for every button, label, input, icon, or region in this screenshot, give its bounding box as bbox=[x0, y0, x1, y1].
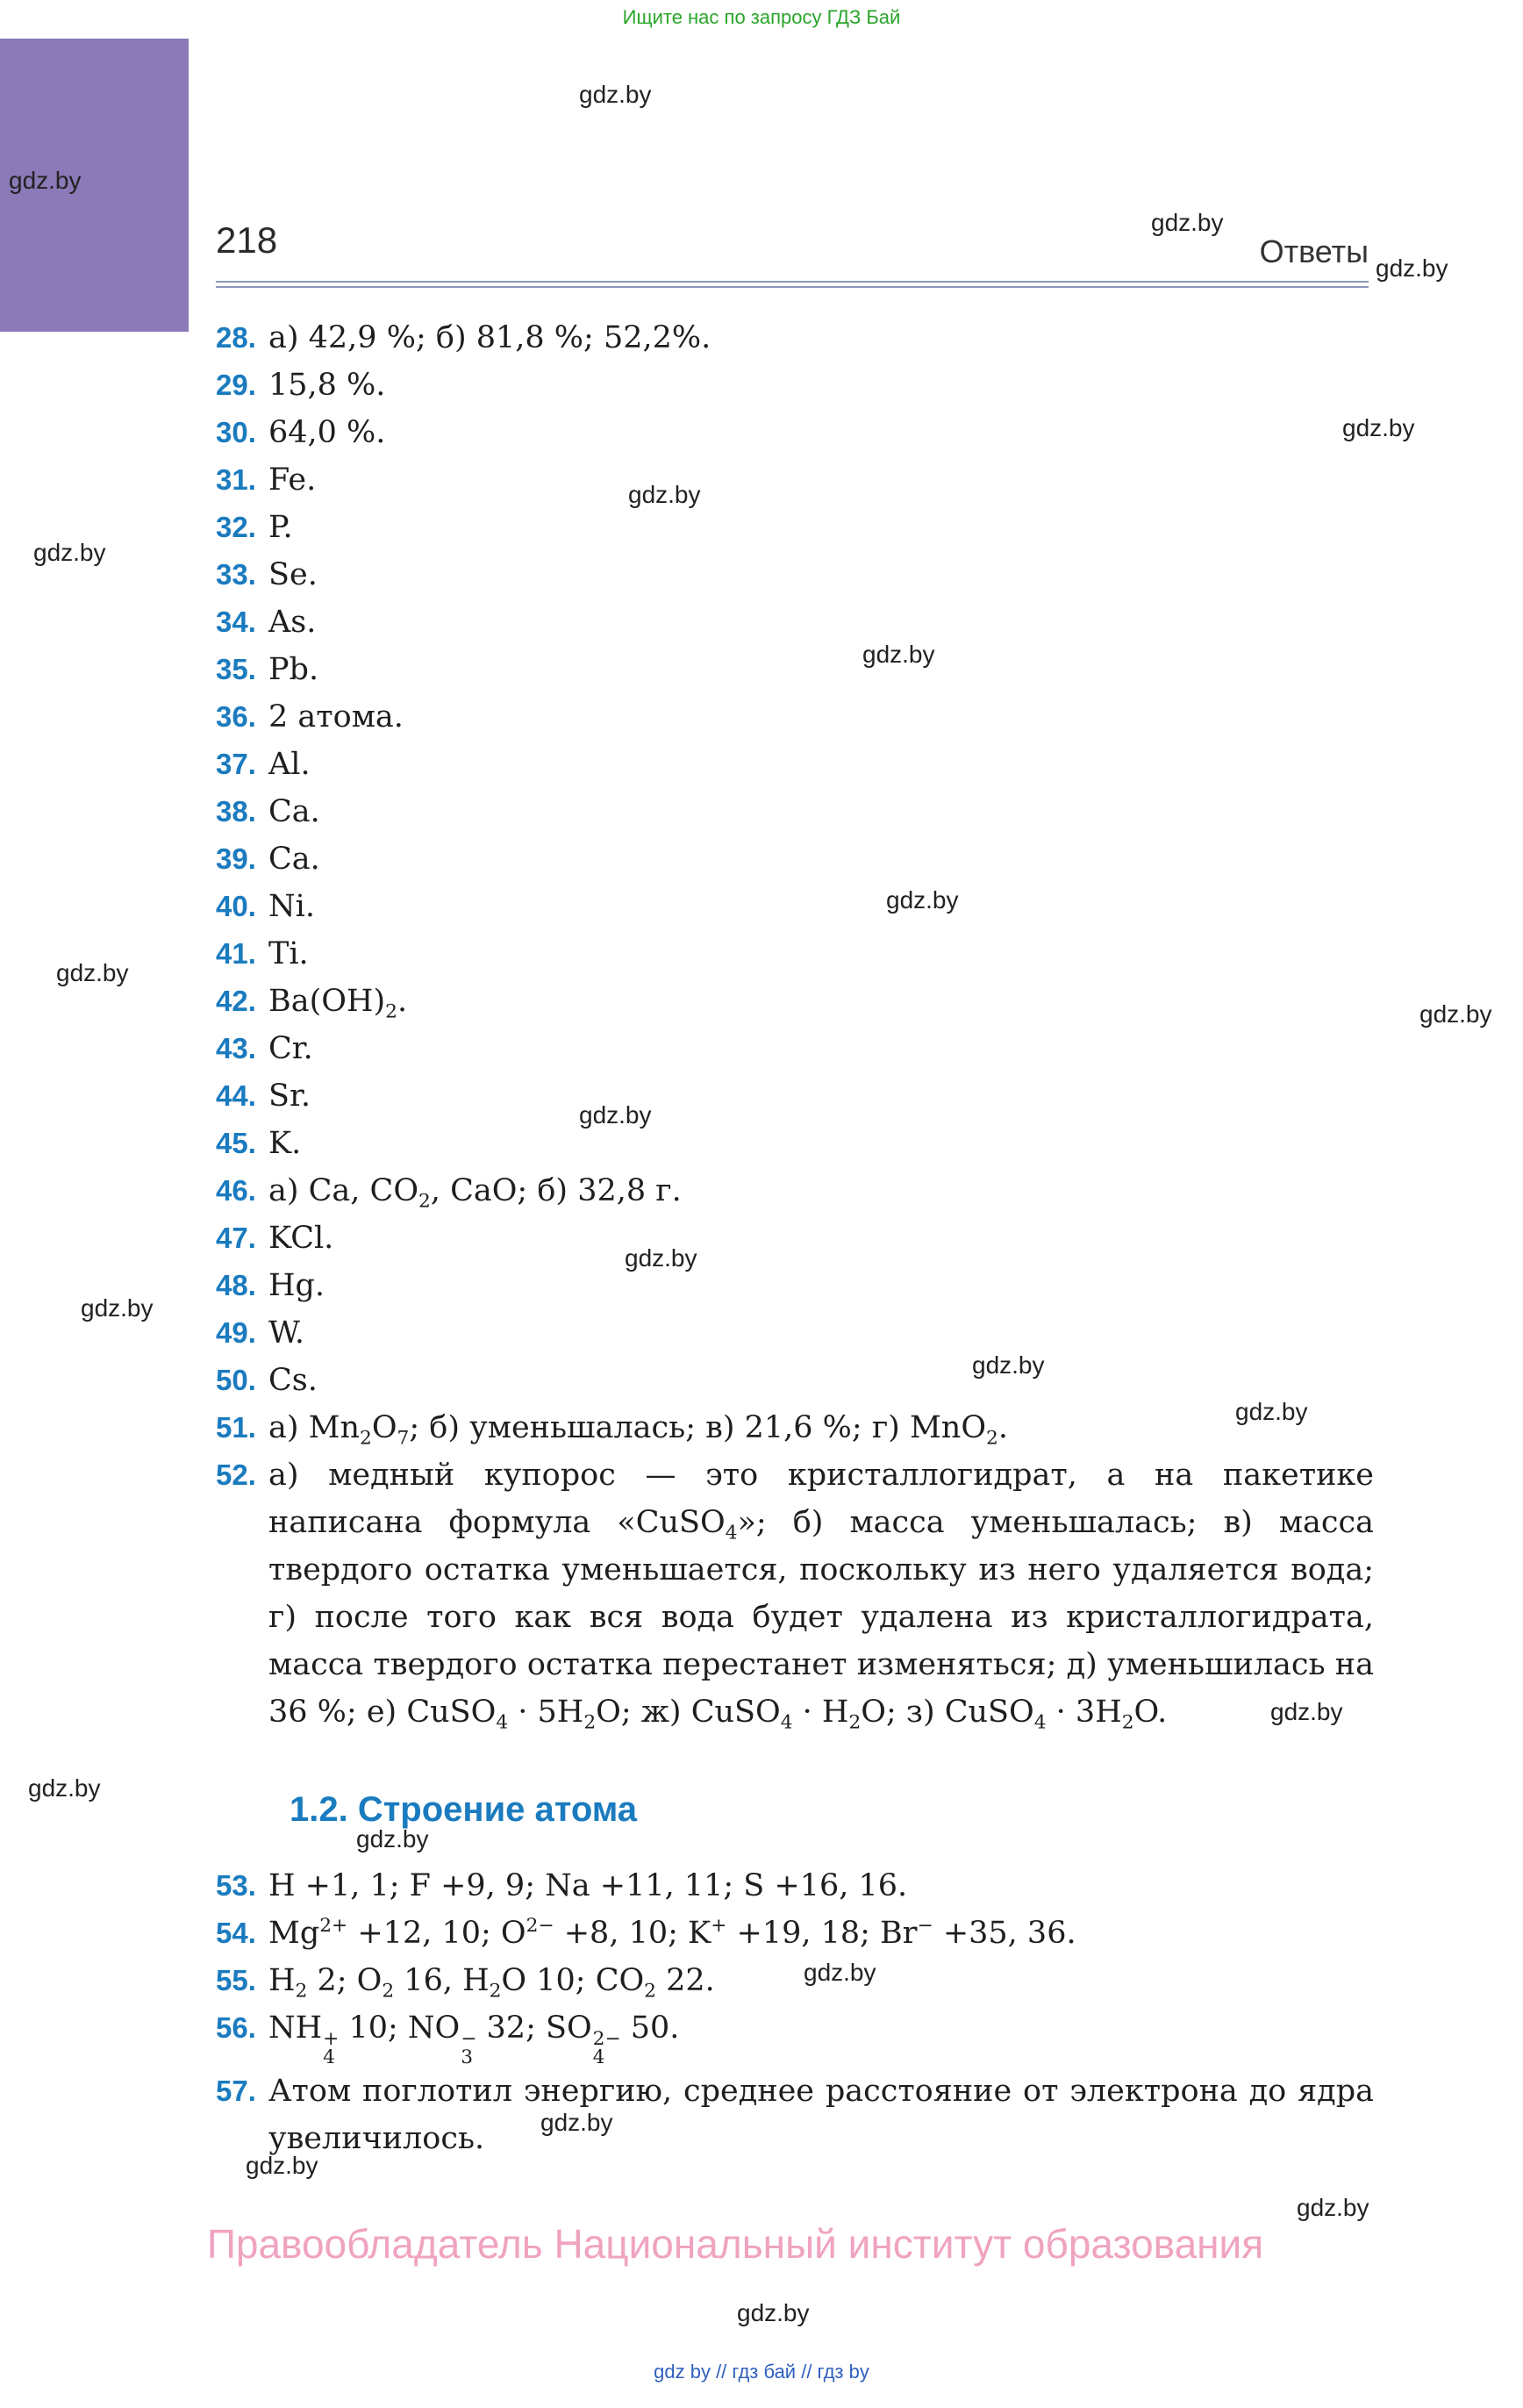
answer-text: а) 42,9 %; б) 81,8 %; 52,2%. bbox=[268, 320, 711, 355]
watermark-text: gdz.by bbox=[1342, 414, 1415, 441]
answers-list-atom-structure bbox=[216, 1862, 1374, 2162]
answer-number: 36. bbox=[216, 700, 256, 733]
answer-number: 37. bbox=[216, 748, 256, 780]
watermark-text: gdz.by bbox=[1270, 1698, 1343, 1725]
watermark-text: gdz.by bbox=[972, 1351, 1045, 1379]
answer-text: Hg. bbox=[268, 1268, 325, 1303]
watermark-text: gdz.by bbox=[28, 1774, 101, 1802]
answer-number: 39. bbox=[216, 842, 256, 875]
answer-item bbox=[216, 1910, 1374, 1957]
watermark-text: gdz.by bbox=[1376, 254, 1448, 282]
answer-text: KCl. bbox=[268, 1221, 334, 1256]
answer-item bbox=[216, 551, 1374, 598]
watermark-text: gdz.by bbox=[886, 886, 959, 914]
answer-number: 52. bbox=[216, 1458, 256, 1491]
answer-item bbox=[216, 1262, 1374, 1309]
answer-item bbox=[216, 1309, 1374, 1357]
answer-text: As. bbox=[268, 605, 317, 640]
answer-item bbox=[216, 835, 1374, 883]
answer-text: Se. bbox=[268, 557, 318, 592]
answer-number: 50. bbox=[216, 1364, 256, 1396]
footer-links: gdz by // гдз бай // гдз by bbox=[654, 2361, 869, 2383]
answer-item bbox=[216, 1451, 1374, 1736]
watermark-text: gdz.by bbox=[9, 167, 82, 194]
answer-item bbox=[216, 504, 1374, 551]
watermark-text: gdz.by bbox=[579, 81, 652, 108]
answer-item bbox=[216, 1404, 1374, 1451]
answer-item bbox=[216, 456, 1374, 504]
answer-text: $Mg^{2+} +12$, 10; $O^{2-} +8$, 10; K+ +19, 18; Br− +35, 36. bbox=[268, 1914, 1076, 1951]
watermark-text: gdz.by bbox=[540, 2109, 613, 2136]
answer-number: 40. bbox=[216, 890, 256, 922]
answer-item bbox=[216, 1072, 1374, 1120]
watermark-text: gdz.by bbox=[625, 1244, 697, 1272]
answer-text: Pb. bbox=[268, 652, 319, 687]
answer-text: 15,8 %. bbox=[268, 368, 386, 403]
answer-item bbox=[216, 2068, 1374, 2162]
running-header-section: Ответы bbox=[1259, 233, 1369, 269]
answer-number: 53. bbox=[216, 1869, 256, 1902]
watermark-text: gdz.by bbox=[737, 2299, 810, 2326]
answer-number: 49. bbox=[216, 1316, 256, 1349]
header-divider bbox=[216, 281, 1369, 288]
answer-number: 57. bbox=[216, 2075, 256, 2107]
answer-item bbox=[216, 1120, 1374, 1167]
answer-item bbox=[216, 1025, 1374, 1072]
answer-number: 47. bbox=[216, 1222, 256, 1254]
answer-item bbox=[216, 598, 1374, 646]
answer-text: NH + 4 10; NO − 3 32; SO 2− 4 50. bbox=[268, 2010, 680, 2069]
answer-number: 35. bbox=[216, 653, 256, 685]
answer-item bbox=[216, 693, 1374, 741]
answer-text: а) медный купорос — это кристаллогидрат, а на пакетике написана формула «CuSO$_4$»; б) масса уменьшалась; в) масса твердого остатка уменьшается, поскольку из него удаляется вода; г) после того как вся вода будет удалена из кристаллогидрата, масса твердого остатка перестанет изменяться; д) уменьшилась на 36 %; е) CuSO$_4$ · $5H_2O$; ж) CuSO$_4$ · $H_2O$; з) CuSO$_4$ · $3H_2O$. bbox=[268, 1458, 1374, 1734]
answer-number: 33. bbox=[216, 558, 256, 591]
answer-text: Fe. bbox=[268, 462, 317, 498]
answers-list bbox=[216, 314, 1374, 1736]
answer-item bbox=[216, 1862, 1374, 1910]
answer-text: а) Ca, $CO_2$, CaO; б) 32,8 г. bbox=[268, 1173, 682, 1213]
answer-text: Ca. bbox=[268, 794, 320, 829]
answer-number: 38. bbox=[216, 795, 256, 828]
answer-text: Ti. bbox=[268, 936, 309, 971]
watermark-text: gdz.by bbox=[628, 481, 701, 508]
section-heading: 1.2. Строение атома bbox=[290, 1790, 638, 1829]
answer-text: Ca. bbox=[268, 842, 320, 877]
answer-number: 55. bbox=[216, 1964, 256, 1996]
answer-item bbox=[216, 930, 1374, 978]
answer-number: 48. bbox=[216, 1269, 256, 1301]
watermark-text: gdz.by bbox=[356, 1825, 429, 1853]
answer-number: 29. bbox=[216, 369, 256, 401]
answer-item bbox=[216, 1357, 1374, 1404]
answer-number: 42. bbox=[216, 985, 256, 1017]
answer-item bbox=[216, 362, 1374, 409]
watermark-text: gdz.by bbox=[1235, 1398, 1308, 1425]
answer-item bbox=[216, 646, 1374, 693]
answer-text: а) $Mn_2O_7$; б) уменьшалась; в) 21,6 %; г) MnO$_2$. bbox=[268, 1410, 1008, 1450]
answer-number: 56. bbox=[216, 2011, 256, 2044]
answer-number: 45. bbox=[216, 1127, 256, 1159]
answer-item bbox=[216, 1957, 1374, 2004]
watermark-text: gdz.by bbox=[1297, 2194, 1369, 2221]
top-banner: Ищите нас по запросу ГДЗ Бай bbox=[622, 6, 901, 28]
answer-number: 46. bbox=[216, 1174, 256, 1207]
watermark-text: gdz.by bbox=[246, 2152, 318, 2179]
answer-text: Атом поглотил энергию, среднее расстояние от электрона до ядра увеличилось. bbox=[268, 2074, 1374, 2156]
answer-text: Al. bbox=[268, 747, 311, 782]
watermark-text: gdz.by bbox=[804, 1959, 876, 1986]
page-number: 218 bbox=[216, 219, 278, 261]
answer-item bbox=[216, 409, 1374, 456]
answer-item bbox=[216, 883, 1374, 930]
answer-text: Cs. bbox=[268, 1363, 318, 1398]
answer-text: 64,0 %. bbox=[268, 415, 386, 450]
answer-item bbox=[216, 1215, 1374, 1262]
answer-text: 2 атома. bbox=[268, 699, 404, 735]
answer-number: 31. bbox=[216, 463, 256, 496]
answer-number: 32. bbox=[216, 511, 256, 543]
answer-item bbox=[216, 978, 1374, 1025]
answer-number: 34. bbox=[216, 606, 256, 638]
answer-text: $Ba(OH)_2$. bbox=[268, 984, 408, 1023]
answer-text: H +1, 1; F +9, 9; Na +11, 11; S +16, 16. bbox=[268, 1868, 908, 1903]
answer-text: Ni. bbox=[268, 889, 315, 924]
watermark-text: gdz.by bbox=[862, 641, 935, 668]
answer-text: Sr. bbox=[268, 1079, 311, 1114]
watermark-text: gdz.by bbox=[56, 959, 129, 986]
watermark-text: gdz.by bbox=[33, 539, 106, 566]
answer-number: 30. bbox=[216, 416, 256, 448]
copyright-notice: Правообладатель Национальный институт образования bbox=[206, 2221, 1264, 2267]
answer-item bbox=[216, 314, 1374, 362]
answer-number: 54. bbox=[216, 1917, 256, 1949]
watermark-text: gdz.by bbox=[1419, 1000, 1492, 1028]
answer-item bbox=[216, 1167, 1374, 1215]
answer-text: P. bbox=[268, 510, 293, 545]
answer-text: K. bbox=[268, 1126, 302, 1161]
answer-number: 44. bbox=[216, 1079, 256, 1112]
answer-item bbox=[216, 741, 1374, 788]
answer-number: 41. bbox=[216, 937, 256, 970]
answer-text: $H_2$ 2; $O_2$ 16, $H_2O$ 10; $CO_2$ 22. bbox=[268, 1963, 715, 2003]
answer-text: Cr. bbox=[268, 1031, 313, 1066]
answer-number: 43. bbox=[216, 1032, 256, 1064]
answer-text: W. bbox=[268, 1315, 304, 1351]
answer-item bbox=[216, 2004, 1374, 2068]
watermark-text: gdz.by bbox=[81, 1294, 154, 1322]
watermark-text: gdz.by bbox=[579, 1101, 652, 1129]
answer-number: 51. bbox=[216, 1411, 256, 1444]
answer-item bbox=[216, 788, 1374, 835]
answer-number: 28. bbox=[216, 321, 256, 354]
watermark-text: gdz.by bbox=[1151, 209, 1224, 236]
